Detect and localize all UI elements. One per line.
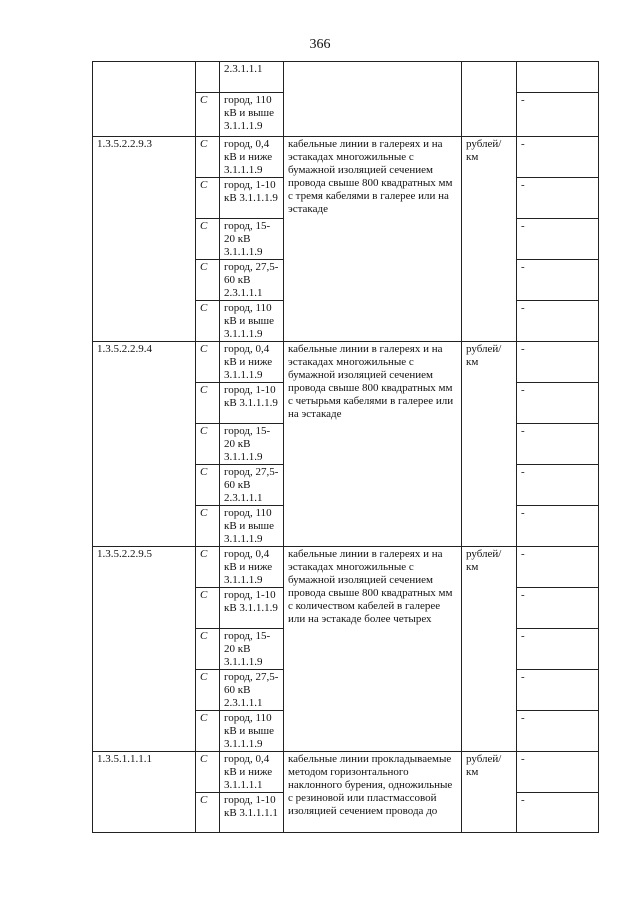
- value-cell: -: [517, 93, 599, 137]
- value-cell: -: [517, 465, 599, 506]
- table-row: [93, 752, 599, 793]
- value-cell: -: [517, 424, 599, 465]
- region-cell: город, 27,5-60 кВ 2.3.1.1.1: [220, 260, 284, 301]
- region-cell: город, 1-10 кВ 3.1.1.1.9: [220, 588, 284, 629]
- region-cell: город, 15-20 кВ 3.1.1.1.9: [220, 424, 284, 465]
- description-cell: [284, 62, 462, 137]
- value-cell: -: [517, 670, 599, 711]
- unit-cell: рублей/ км: [462, 342, 517, 547]
- value-cell: [517, 62, 599, 93]
- unit-cell: рублей/ км: [462, 547, 517, 752]
- region-cell: город, 27,5-60 кВ 2.3.1.1.1: [220, 670, 284, 711]
- region-cell: город, 15-20 кВ 3.1.1.1.9: [220, 629, 284, 670]
- region-cell: город, 0,4 кВ и ниже 3.1.1.1.9: [220, 342, 284, 383]
- type-cell: С: [196, 178, 220, 219]
- type-cell: С: [196, 793, 220, 833]
- region-cell: город, 1-10 кВ 3.1.1.1.9: [220, 383, 284, 424]
- type-cell: [196, 62, 220, 93]
- code-cell: [93, 62, 196, 137]
- code-cell: 1.3.5.2.2.9.3: [93, 137, 196, 342]
- type-cell: С: [196, 260, 220, 301]
- region-cell: 2.3.1.1.1: [220, 62, 284, 93]
- description-cell: кабельные линии прокладываемые методом горизонтального наклонного бурения, одножильные с резиновой или пластмассовой изоляцией сечением провода до: [284, 752, 462, 833]
- value-cell: -: [517, 711, 599, 752]
- region-cell: город, 110 кВ и выше 3.1.1.1.9: [220, 93, 284, 137]
- type-cell: С: [196, 301, 220, 342]
- region-cell: город, 110 кВ и выше 3.1.1.1.9: [220, 711, 284, 752]
- region-cell: город, 0,4 кВ и ниже 3.1.1.1.1: [220, 752, 284, 793]
- code-cell: 1.3.5.2.2.9.4: [93, 342, 196, 547]
- value-cell: -: [517, 793, 599, 833]
- region-cell: город, 110 кВ и выше 3.1.1.1.9: [220, 506, 284, 547]
- description-cell: кабельные линии в галереях и на эстакадах многожильные с бумажной изоляцией сечением провода свыше 800 квадратных мм с тремя кабелями в галерее или на эстакаде: [284, 137, 462, 342]
- value-cell: -: [517, 506, 599, 547]
- type-cell: С: [196, 547, 220, 588]
- type-cell: С: [196, 629, 220, 670]
- value-cell: -: [517, 383, 599, 424]
- value-cell: -: [517, 137, 599, 178]
- type-cell: С: [196, 219, 220, 260]
- value-cell: -: [517, 629, 599, 670]
- type-cell: С: [196, 137, 220, 178]
- value-cell: -: [517, 547, 599, 588]
- table-row: [93, 62, 599, 93]
- page-number: 366: [309, 37, 331, 52]
- table-row: [93, 547, 599, 588]
- type-cell: С: [196, 342, 220, 383]
- value-cell: -: [517, 178, 599, 219]
- type-cell: С: [196, 506, 220, 547]
- unit-cell: [462, 62, 517, 137]
- description-cell: кабельные линии в галереях и на эстакадах многожильные с бумажной изоляцией сечением провода свыше 800 квадратных мм с количеством кабелей в галерее или на эстакаде более четырех: [284, 547, 462, 752]
- region-cell: город, 110 кВ и выше 3.1.1.1.9: [220, 301, 284, 342]
- table-row: [93, 342, 599, 383]
- region-cell: город, 1-10 кВ 3.1.1.1.9: [220, 178, 284, 219]
- type-cell: С: [196, 424, 220, 465]
- rates-table: [92, 61, 599, 833]
- type-cell: С: [196, 588, 220, 629]
- type-cell: С: [196, 711, 220, 752]
- code-cell: 1.3.5.2.2.9.5: [93, 547, 196, 752]
- value-cell: -: [517, 301, 599, 342]
- value-cell: -: [517, 342, 599, 383]
- type-cell: С: [196, 383, 220, 424]
- code-cell: 1.3.5.1.1.1.1: [93, 752, 196, 833]
- type-cell: С: [196, 465, 220, 506]
- type-cell: С: [196, 752, 220, 793]
- value-cell: -: [517, 260, 599, 301]
- value-cell: -: [517, 219, 599, 260]
- region-cell: город, 27,5-60 кВ 2.3.1.1.1: [220, 465, 284, 506]
- table-row: [93, 137, 599, 178]
- description-cell: кабельные линии в галереях и на эстакадах многожильные с бумажной изоляцией сечением провода свыше 800 квадратных мм с четырьмя кабелями в галерее или на эстакаде: [284, 342, 462, 547]
- unit-cell: рублей/ км: [462, 752, 517, 833]
- region-cell: город, 1-10 кВ 3.1.1.1.1: [220, 793, 284, 833]
- value-cell: -: [517, 752, 599, 793]
- region-cell: город, 15-20 кВ 3.1.1.1.9: [220, 219, 284, 260]
- type-cell: С: [196, 93, 220, 137]
- region-cell: город, 0,4 кВ и ниже 3.1.1.1.9: [220, 547, 284, 588]
- type-cell: С: [196, 670, 220, 711]
- unit-cell: рублей/ км: [462, 137, 517, 342]
- value-cell: -: [517, 588, 599, 629]
- region-cell: город, 0,4 кВ и ниже 3.1.1.1.9: [220, 137, 284, 178]
